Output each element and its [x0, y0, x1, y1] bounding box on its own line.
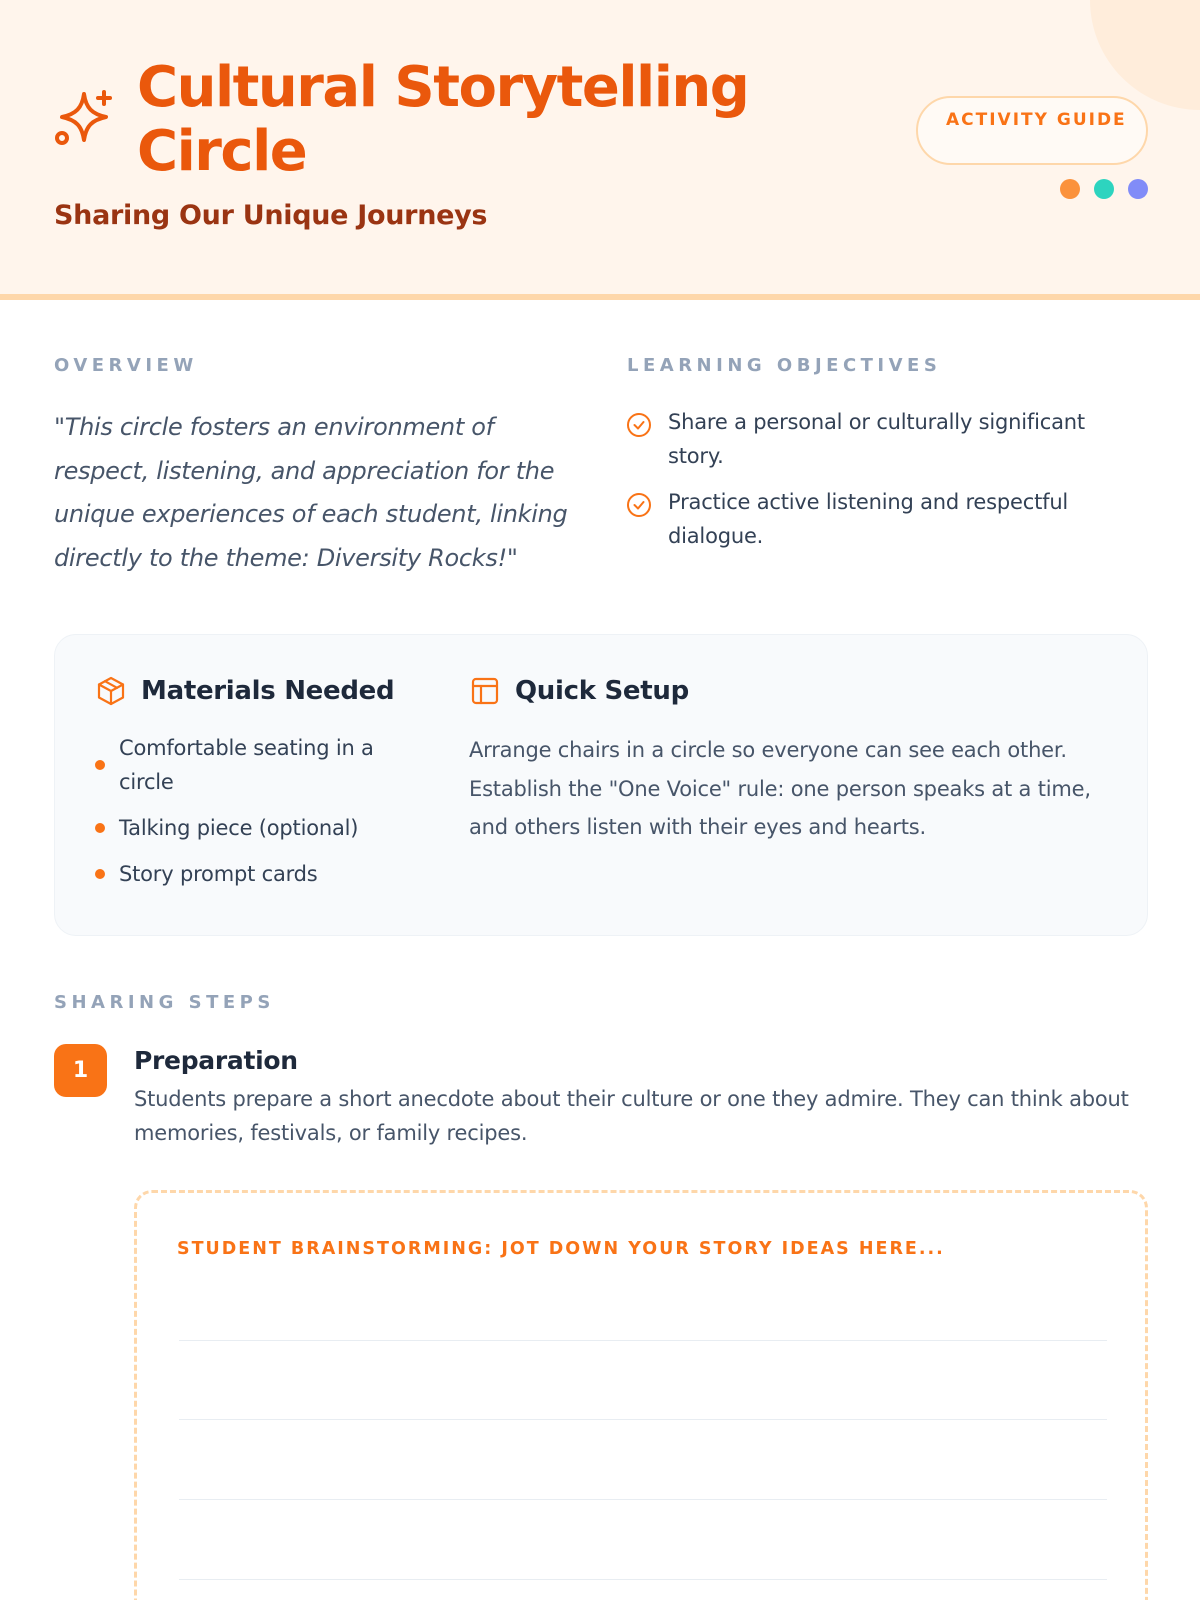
layout-icon — [469, 675, 501, 707]
material-text: Story prompt cards — [119, 862, 318, 886]
decorative-circle — [1090, 0, 1200, 110]
setup-title: Quick Setup — [515, 676, 689, 706]
step-description: Students prepare a short anecdote about their culture or one they admire. They can think about memories, festivals, or family recipes. — [134, 1087, 1129, 1145]
sparkles-icon — [54, 88, 116, 150]
writing-line — [179, 1419, 1107, 1420]
teal-dot — [1094, 179, 1114, 199]
header — [0, 0, 1200, 294]
page-subtitle: Sharing Our Unique Journeys — [54, 200, 488, 231]
bullet-dot — [95, 760, 105, 770]
objective-text: Share a personal or culturally significant story. — [668, 410, 1085, 468]
page-title: Cultural Storytelling Circle — [137, 55, 749, 184]
step-title: Preparation — [134, 1046, 298, 1075]
writing-line — [179, 1499, 1107, 1500]
materials-setup-card — [54, 634, 1148, 936]
steps-label: SHARING STEPS — [54, 992, 275, 1013]
material-item — [95, 731, 395, 799]
decorative-dots — [1060, 179, 1148, 199]
indigo-dot — [1128, 179, 1148, 199]
writing-line — [179, 1340, 1107, 1341]
objectives-list — [626, 405, 1096, 565]
activity-guide-badge: ACTIVITY GUIDE — [916, 96, 1148, 165]
objective-text: Practice active listening and respectful dialogue. — [668, 490, 1069, 548]
materials-title: Materials Needed — [141, 676, 395, 706]
materials-heading — [95, 675, 394, 707]
material-text: Talking piece (optional) — [119, 816, 359, 840]
setup-text: Arrange chairs in a circle so everyone can see each other. Establish the "One Voice" rule: one person speaks at a time, and others listen with their eyes and hearts. — [469, 738, 1091, 839]
brainstorm-label: STUDENT BRAINSTORMING: JOT DOWN YOUR STORY IDEAS HERE... — [177, 1239, 945, 1259]
bullet-dot — [95, 869, 105, 879]
overview-quote: "This circle fosters an environment of respect, listening, and appreciation for the unique experiences of each student, linking directly to the theme: Diversity Rocks!" — [54, 413, 568, 572]
material-item — [95, 857, 395, 891]
header-divider — [0, 294, 1200, 300]
objectives-label: LEARNING OBJECTIVES — [627, 355, 942, 376]
materials-list — [95, 731, 395, 903]
setup-heading — [469, 675, 689, 707]
check-circle-icon — [626, 492, 652, 518]
objective-item — [626, 405, 1096, 473]
package-icon — [95, 675, 127, 707]
brainstorm-area[interactable] — [134, 1190, 1148, 1600]
orange-dot — [1060, 179, 1080, 199]
bullet-dot — [95, 823, 105, 833]
writing-line — [179, 1579, 1107, 1580]
overview-label: OVERVIEW — [54, 355, 198, 376]
material-item — [95, 811, 395, 845]
check-circle-icon — [626, 412, 652, 438]
objective-item — [626, 485, 1096, 553]
step-number-badge: 1 — [54, 1044, 107, 1097]
material-text: Comfortable seating in a circle — [119, 736, 374, 794]
